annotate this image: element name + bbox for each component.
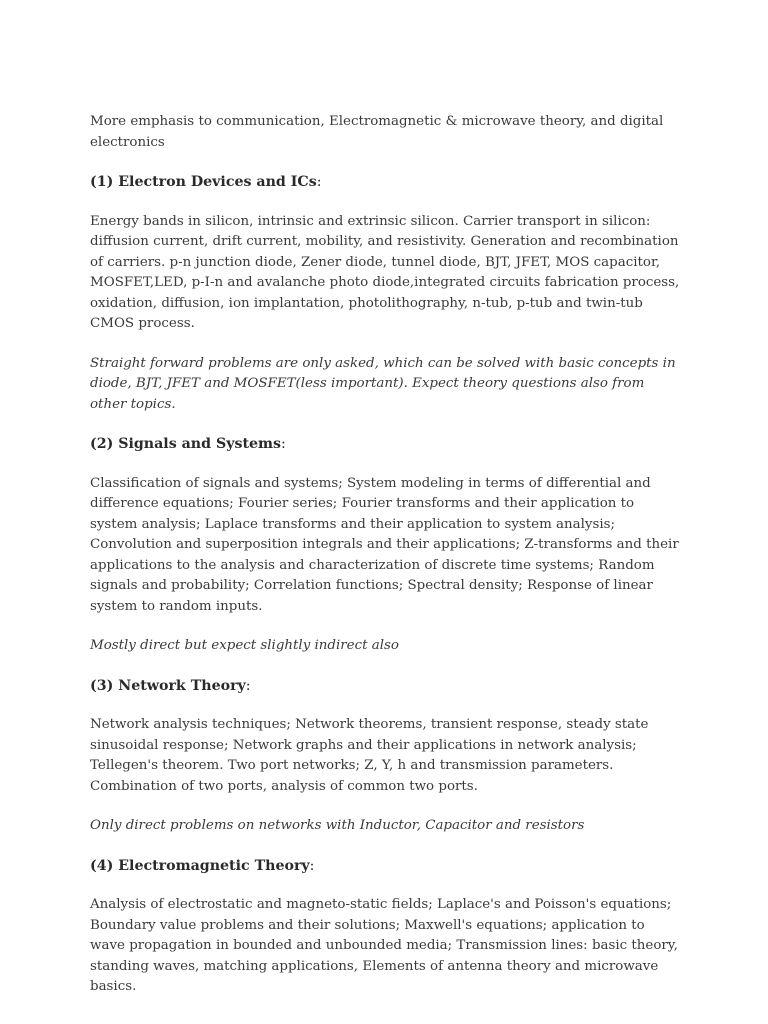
section-note: Mostly direct but expect slightly indirect also [90, 638, 399, 653]
section-body: Network analysis techniques; Network theorems, transient response, steady state sinusoidal response; Network graphs and their applications in network analysis; Tellegen's theorem. Two port networks; Z, Y, h and transmission parameters. Combination of two ports, analysis of common two ports. [90, 717, 649, 794]
section-electron-devices [90, 172, 682, 415]
section-body: Energy bands in silicon, intrinsic and extrinsic silicon. Carrier transport in silicon: diffusion current, drift current, mobility, and resistivity. Generation and recombination of carriers. p-n junction diode, Zener diode, tunnel diode, BJT, JFET, MOS capacitor, MOSFET,LED, p-I-n and avalanche photo diode,integrated circuits fabrication process, oxidation, diffusion, ion implantation, photolithography, n-tub, p-tub and twin-tub CMOS process. [90, 213, 680, 331]
document-page [90, 112, 682, 998]
intro-paragraph: More emphasis to communication, Electromagnetic & microwave theory, and digital electronics [90, 114, 664, 150]
section-note: Only direct problems on networks with Inductor, Capacitor and resistors [90, 818, 585, 833]
section-heading [90, 676, 682, 697]
section-heading-text: (4) Electromagnetic Theory [90, 857, 310, 874]
section-heading-text: (1) Electron Devices and ICs [90, 174, 317, 190]
section-heading-text: (2) Signals and Systems [90, 436, 282, 452]
heading-colon: : [316, 174, 322, 190]
heading-colon: : [245, 677, 251, 694]
section-body: Analysis of electrostatic and magneto-static fields; Laplace's and Poisson's equations; Boundary value problems and their solutions; Maxwell's equations; application to wave propagation in bounded and unbounded media; Transmission lines: basic theory, standing waves, matching applications, Elements of antenna theory and microwave basics. [90, 897, 678, 994]
section-note: Straight forward problems are only asked, which can be solved with basic concepts in diode, BJT, JFET and MOSFET(less important). Expect theory questions also from other topics. [90, 355, 676, 412]
section-heading-text: (3) Network Theory [90, 677, 246, 694]
section-network-theory [90, 676, 682, 837]
section-signals-systems [90, 434, 682, 657]
heading-colon: : [309, 857, 315, 874]
section-body: Classification of signals and systems; System modeling in terms of differential and difference equations; Fourier series; Fourier transforms and their application to system analysis; Laplace transforms and their application to system analysis; Convolution and superposition integrals and their applications; Z-transforms and their applications to the analysis and characterization of discrete time systems; Random signals and probability; Correlation functions; Spectral density; Response of linear system to random inputs. [90, 475, 679, 614]
section-heading [90, 434, 682, 455]
section-heading [90, 172, 682, 193]
section-heading [90, 856, 682, 877]
section-electromagnetic-theory [90, 856, 682, 998]
heading-colon: : [281, 436, 286, 452]
